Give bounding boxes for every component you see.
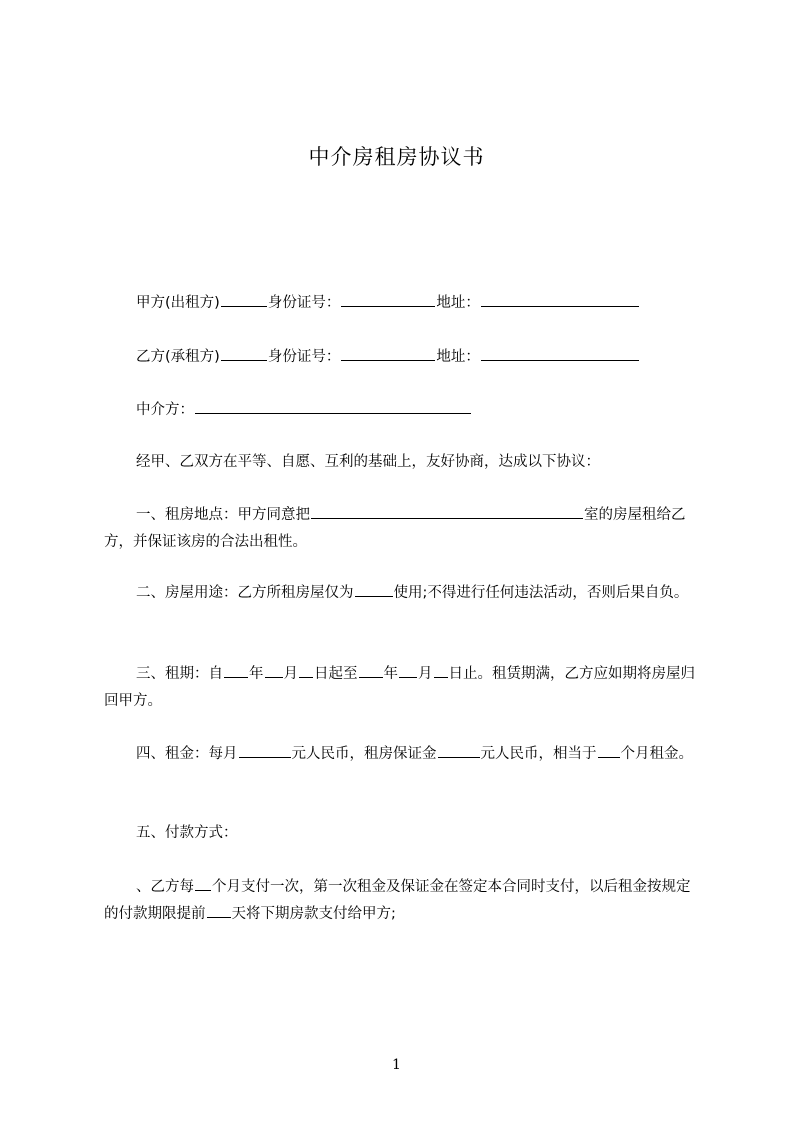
party-b-address-label: 地址：: [436, 349, 480, 365]
agent-line: [136, 398, 704, 420]
party-a-name-blank[interactable]: [221, 291, 267, 307]
clause-3-day-label: 日起至: [314, 666, 358, 682]
clause-3-end-year-blank[interactable]: [359, 662, 383, 678]
agent-label: 中介方：: [136, 402, 194, 418]
party-b-line: [136, 345, 704, 367]
party-a-id-blank[interactable]: [341, 291, 435, 307]
clause-1: [104, 502, 704, 556]
clause-4-prefix: 四、租金：每月: [136, 746, 238, 762]
clause-4-deposit-unit: 元人民币，相当于: [480, 746, 597, 762]
clause-3-start-day-blank[interactable]: [299, 662, 313, 678]
clause-5-suffix: 天将下期房款支付给甲方;: [231, 906, 396, 922]
clause-4-rent-blank[interactable]: [239, 742, 291, 758]
agent-blank[interactable]: [195, 398, 471, 414]
party-a-line: [136, 291, 704, 313]
clause-5-mid: 个月支付一次，第一次租金及保证金在签定本合同时支付，以后租金按规定的付款期限提前: [104, 879, 691, 922]
clause-5-1: [104, 874, 704, 928]
party-b-label: 乙方(承租方): [136, 349, 220, 365]
clause-5-prefix: 、乙方每: [136, 879, 194, 895]
clause-5-months-blank[interactable]: [195, 875, 211, 891]
clause-4-rent-unit: 元人民币，租房保证金: [291, 746, 437, 762]
party-a-address-blank[interactable]: [481, 291, 639, 307]
clause-5-heading: 五、付款方式：: [136, 825, 238, 841]
clause-4-suffix: 个月租金。: [620, 746, 693, 762]
clause-4-deposit-blank[interactable]: [438, 742, 480, 758]
party-b-address-blank[interactable]: [481, 345, 639, 361]
party-a-address-label: 地址：: [436, 295, 480, 311]
clause-3-month-label: 月: [283, 666, 298, 682]
preamble: 经甲、乙双方在平等、自愿、互利的基础上，友好协商，达成以下协议：: [136, 454, 600, 470]
party-b-id-label: 身份证号：: [267, 349, 341, 365]
clause-1-prefix: 一、租房地点：甲方同意把: [136, 507, 310, 523]
clause-3-end-year-label: 年: [383, 666, 398, 682]
clause-2-usage-blank[interactable]: [355, 581, 393, 597]
party-b-name-blank[interactable]: [221, 345, 267, 361]
clause-1-location-blank[interactable]: [311, 503, 583, 519]
clause-3-end-month-label: 月: [418, 666, 433, 682]
clause-2-prefix: 二、房屋用途：乙方所租房屋仅为: [136, 585, 354, 601]
clause-3-suffix: 日止。租赁期满，乙方应如期将房屋归回甲方。: [104, 666, 695, 709]
clause-3-year-label: 年: [249, 666, 264, 682]
clause-4-months-blank[interactable]: [598, 742, 620, 758]
clause-3-end-month-blank[interactable]: [399, 662, 417, 678]
clause-2-suffix: 使用;不得进行任何违法活动，否则后果自负。: [393, 585, 689, 601]
page-number: 1: [392, 1057, 401, 1073]
document-title: 中介房租房协议书: [308, 145, 485, 169]
clause-4: [104, 741, 704, 768]
clause-2: [104, 580, 704, 607]
clause-3-prefix: 三、租期：自: [136, 666, 223, 682]
clause-3: [104, 661, 704, 715]
clause-3-end-day-blank[interactable]: [434, 662, 448, 678]
clause-1-suffix: 室的房屋租给乙方，并保证该房的合法出租性。: [104, 507, 686, 550]
party-a-id-label: 身份证号：: [267, 295, 341, 311]
clause-3-start-year-blank[interactable]: [224, 662, 248, 678]
clause-3-start-month-blank[interactable]: [265, 662, 283, 678]
party-a-label: 甲方(出租方): [136, 295, 220, 311]
clause-5-days-blank[interactable]: [207, 902, 231, 918]
party-b-id-blank[interactable]: [341, 345, 435, 361]
